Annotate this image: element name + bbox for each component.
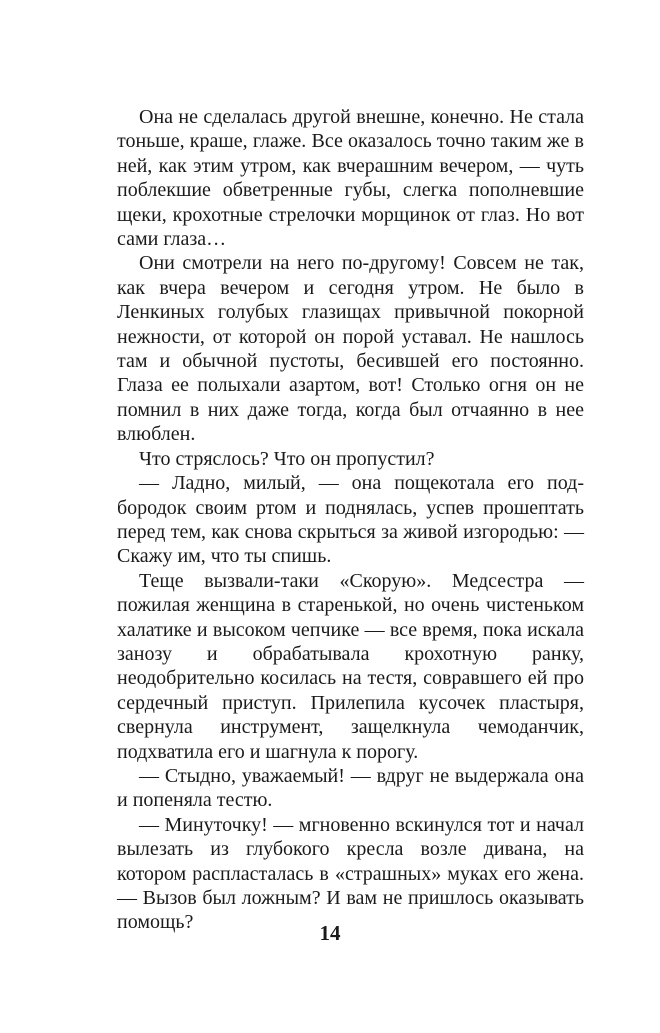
paragraph-2: Они смотрели на него по-другому! Совсем не так, как вчера вечером и сегодня утром. Не было в Ленкиных голубых глазищах привычной покорной нежности, от которой он порой уставал. Не нашлось там и обычной пустоты, бесившей его постоянно. Глаза ее полыхали азартом, вот! Столько огня он не помнил в них даже тогда, когда был отчаянно в нее влюблен. — [117, 252, 584, 446]
paragraph-4: — Ладно, милый, — она пощекотала его подбородок своим ртом и поднялась, успев прошептать перед тем, как снова скрыться за живой изгородью: — Скажу им, что ты спишь. — [117, 472, 584, 568]
page-number: 14 — [319, 921, 341, 945]
paragraph-5: Теще вызвали-таки «Скорую». Медсестра — пожилая женщина в старенькой, но очень чистеньком халатике и высоком чепчике — все время, пока искала занозу и обрабатывала крохотную ранку, неодобрительно косилась на тестя, совравшего ей про сердечный приступ. Прилепила кусочек пластыря, свернула инструмент, защелкнула чемоданчик, подхватила его и шагнула к порогу. — [117, 569, 584, 763]
paragraph-6: — Стыдно, уважаемый! — вдруг не выдержала она и попеняла тестю. — [117, 764, 584, 812]
page-body — [117, 105, 584, 935]
paragraph-1: Она не сделалась другой внешне, конечно. Не стала тоньше, краше, глаже. Все оказалось точно таким же в ней, как этим утром, как вчерашним вечером, — чуть поблекшие обветренные губы, слегка пополневшие щеки, крохотные стрелочки морщинок от глаз. Но вот сами глаза… — [117, 106, 584, 251]
paragraph-3: Что стряслось? Что он пропустил? — [139, 447, 435, 470]
paragraph-7: — Минуточку! — мгновенно вскинулся тот и начал вылезать из глубокого кресла возле дивана, на котором распласталась в «страшных» муках его жена. — Вызов был ложным? И вам не пришлось оказывать помощь? — [117, 813, 584, 934]
